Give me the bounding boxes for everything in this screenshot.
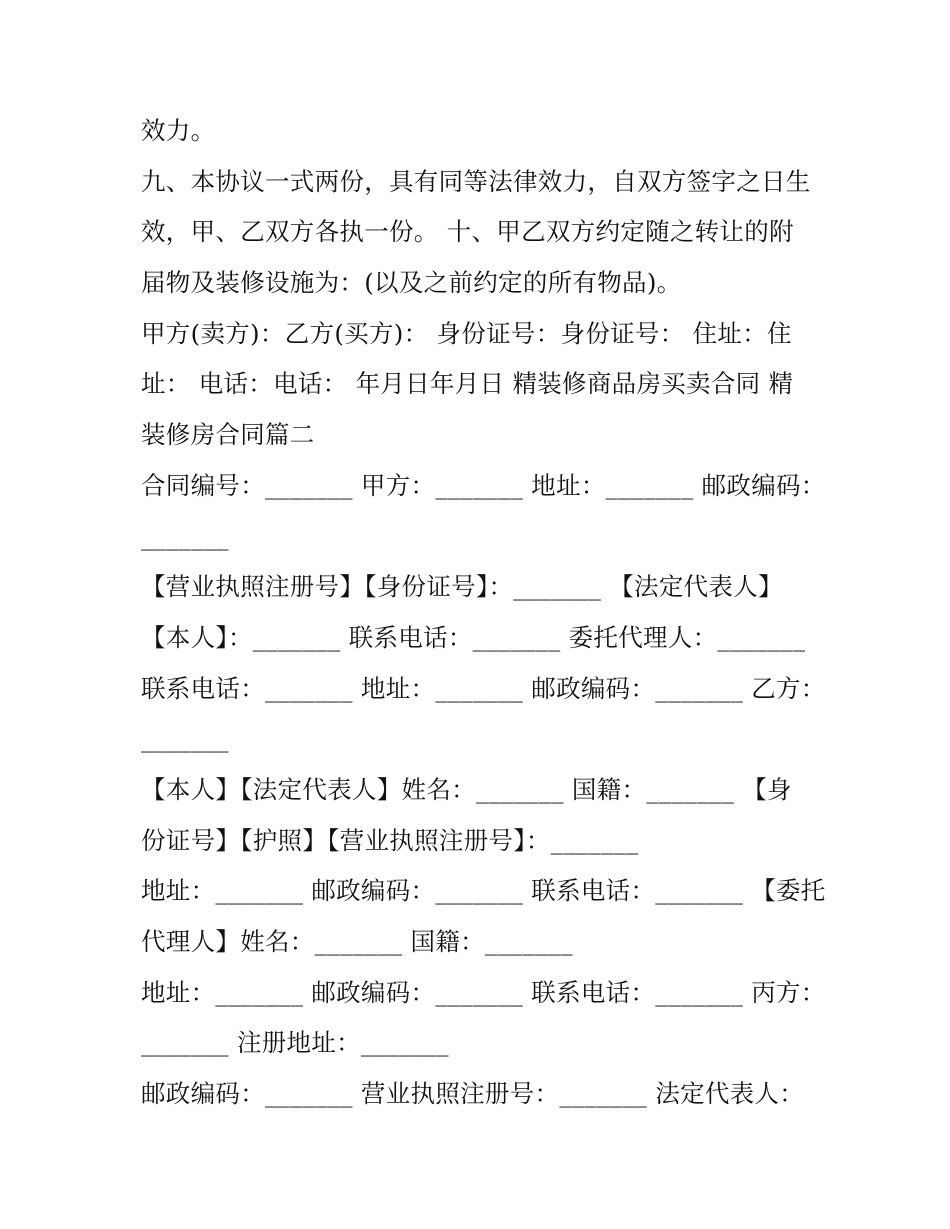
text-line: 合同编号：_______ 甲方：_______ 地址：_______ 邮政编码： — [141, 470, 826, 500]
document-body — [141, 106, 826, 1120]
text-line: 效力。 — [141, 116, 216, 145]
text-line: 届物及装修设施为：(以及之前约定的所有物品)。 — [141, 268, 682, 298]
text-line: _______ — [141, 724, 229, 754]
text-line: 【本人】：_______ 联系电话：_______ 委托代理人：_______ — [141, 622, 806, 652]
text-line: 九、本协议一式两份，具有同等法律效力，自双方签字之日生 — [141, 166, 811, 196]
text-line: 装修房合同篇二 — [141, 420, 315, 450]
text-line: 代理人】姓名：_______ 国籍：_______ — [141, 927, 573, 956]
text-line: 地址：_______ 邮政编码：_______ 联系电话：_______ 丙方： — [141, 977, 826, 1007]
text-line: 【本人】【法定代表人】姓名：_______ 国籍：_______ 【身 — [141, 774, 792, 804]
text-line: 址： 电话：电话： 年月日年月日 精装修商品房买卖合同 精 — [141, 369, 794, 399]
text-line: 地址：_______ 邮政编码：_______ 联系电话：_______ 【委托 — [141, 876, 826, 906]
text-line: _______ 注册地址：_______ — [141, 1028, 449, 1058]
text-line: 联系电话：_______ 地址：_______ 邮政编码：_______ 乙方： — [141, 673, 826, 703]
text-line: 甲方(卖方)：乙方(买方)： 身份证号：身份证号： 住址：住 — [141, 318, 792, 348]
text-line: _______ — [141, 521, 229, 551]
text-line: 邮政编码：_______ 营业执照注册号：_______ 法定代表人： — [141, 1079, 805, 1109]
text-line: 【营业执照注册号】【身份证号】：_______ 【法定代表人】 — [141, 572, 783, 602]
text-line: 效，甲、乙双方各执一份。 十、甲乙双方约定随之转让的附 — [141, 217, 794, 247]
text-line: 份证号】【护照】【营业执照注册号】：_______ — [141, 825, 639, 855]
